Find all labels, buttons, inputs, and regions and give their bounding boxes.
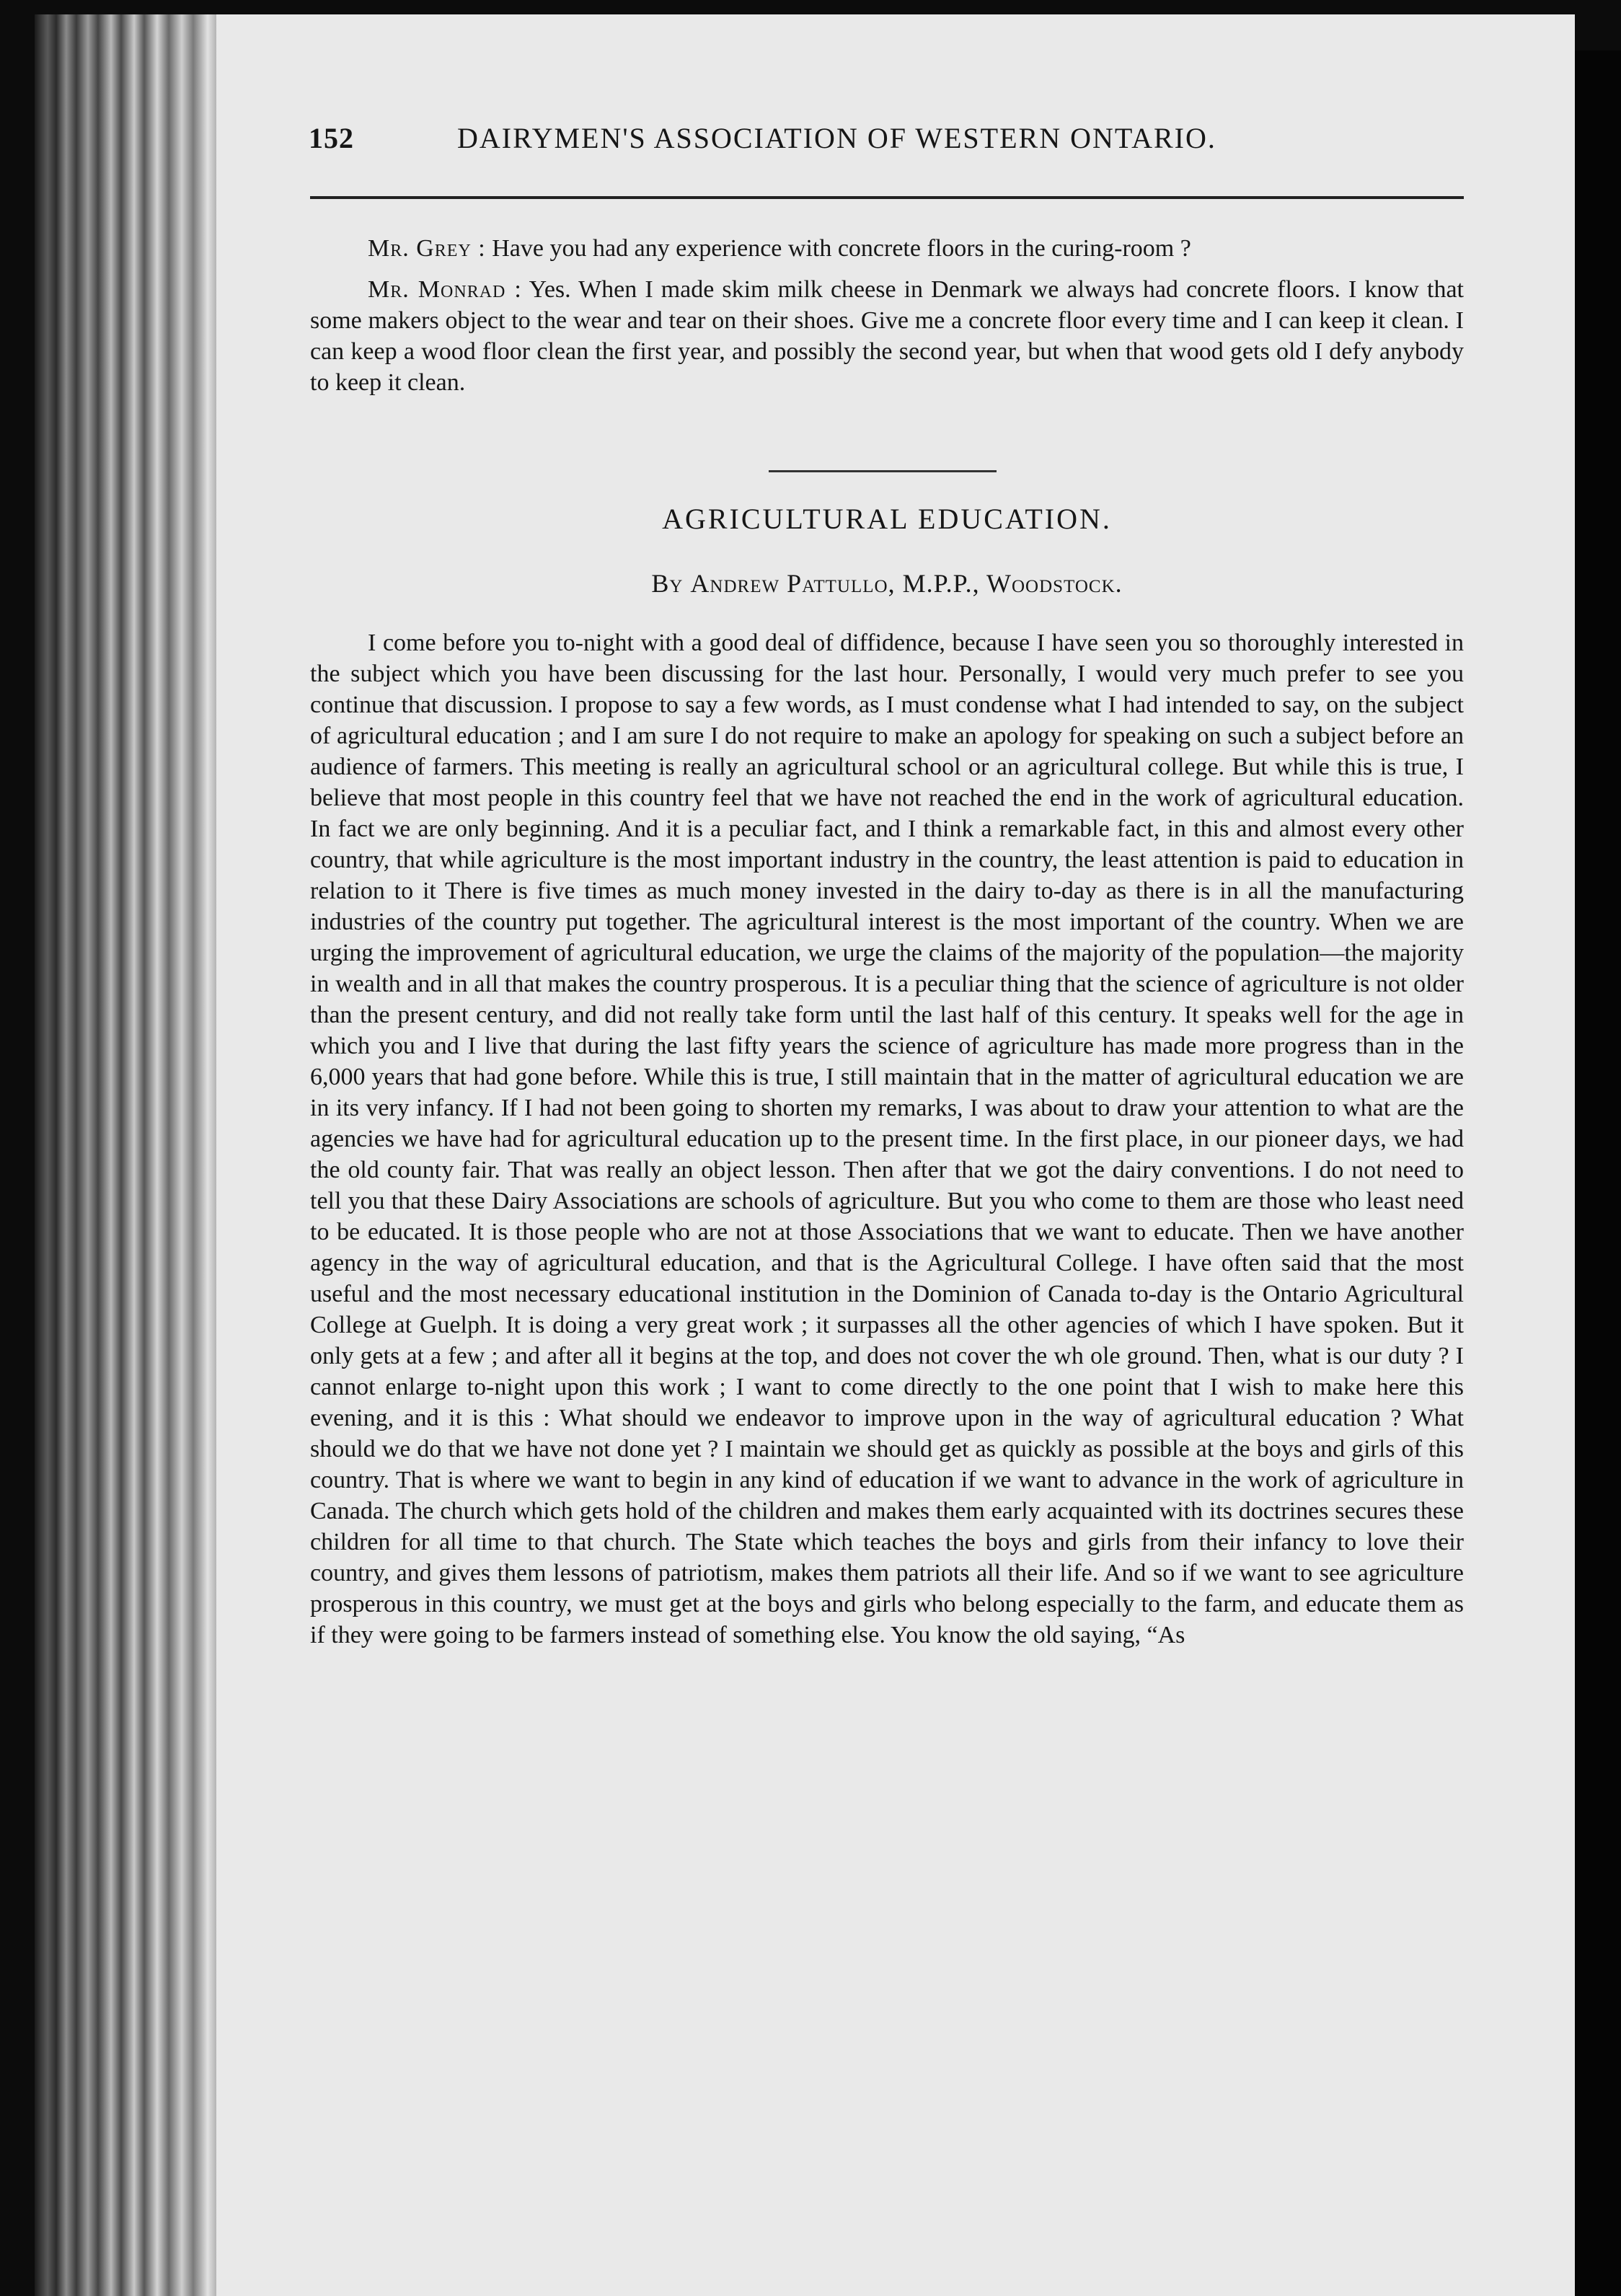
dialogue-paragraph-grey [310,233,1464,264]
header-rule [310,196,1464,199]
speaker-name: Mr. Monrad : [368,276,522,303]
page-number: 152 [309,122,354,154]
section-title: AGRICULTURAL EDUCATION. [662,503,1112,535]
scan-right-edge [1575,50,1621,2296]
running-header [309,121,1462,164]
dialogue-text: Have you had any experience with concrete floors in the curing-room ? [492,235,1191,262]
header-title: DAIRYMEN'S ASSOCIATION OF WESTERN ONTARIO. [457,122,1216,154]
section-divider [769,470,997,472]
byline-prefix: By [651,569,684,598]
byline-author: Andrew Pattullo, M.P.P., Woodstock. [690,569,1123,598]
dialogue-text: Yes. When I made skim milk cheese in Denmark we always had concrete floors. I know that some makers object to the wear and tear on their shoes. Give me a concrete floor every time and I can keep it clean. I can keep a wood floor clean the first year, and possibly the second year, but when that wood gets old I defy anybody to keep it clean. [310,276,1464,396]
byline [310,568,1464,599]
book-binding-gutter [35,14,229,2296]
speaker-name: Mr. Grey : [368,235,486,262]
dialogue-paragraph-monrad [310,274,1464,398]
body-paragraph: I come before you to-night with a good deal of diffidence, because I have seen you so thoroughly interested in the subject which you have been discussing for the last hour. Personally, I would very much prefer to see you continue that discussion. I propose to say a few words, as I must condense what I had intended to say, on the subject of agricultural education ; and I am sure I do not require to make an apology for speaking on such a subject before an audience of farmers. This meeting is really an agricultural school or an agricultural college. But while this is true, I believe that most people in this country feel that we have not reached the end in the work of agricultural education. In fact we are only beginning. And it is a peculiar fact, and I think a remarkable fact, in this and almost every other country, that while agriculture is the most important industry in the country, the least attention is paid to education in relation to it There is five times as much money invested in the dairy to-day as there is in all the manufacturing industries of the country put together. The agricultural interest is the most important of the country. When we are urging the improvement of agricultural education, we urge the claims of the majority of the population—the majority in wealth and in all that makes the country prosperous. It is a peculiar thing that the science of agriculture is not older than the present century, and did not really take form until the last half of this century. It speaks well for the age in which you and I live that during the last fifty years the science of agriculture has made more progress than in the 6,000 years that had gone before. While this is true, I still maintain that in the matter of agricultural education we are in its very infancy. If I had not been going to shorten my remarks, I was about to draw your attention to what are the agencies we have had for agricultural education up to the present time. In the first place, in our pioneer days, we had the old county fair. That was really an object lesson. Then after that we got the dairy conventions. I do not need to tell you that these Dairy Associations are schools of agriculture. But you who come to them are those who least need to be educated. It is those people who are not at those Associations that we want to educate. Then we have another agency in the way of agricultural education, and that is the Agricultural College. I have often said that the most useful and the most necessary educational institution in the Dominion of Canada to-day is the Ontario Agricultural College at Guelph. It is doing a very great work ; it surpasses all the other agencies of which I have spoken. But it only gets at a few ; and after all it begins at the top, and does not cover the wh ole ground. Then, what is our duty ? I cannot enlarge to-night upon this work ; I want to come directly to the one point that I wish to make here this evening, and it is this : What should we endeavor to improve upon in the way of agricultural education ? What should we do that we have not done yet ? I maintain we should get as quickly as possible at the boys and girls of this country. That is where we want to begin in any kind of education if we want to advance in the work of agriculture in Canada. The church which gets hold of the children and makes them early acquainted with its doctrines secures these children for all time to that church. The State which teaches the boys and girls from their infancy to love their country, and gives them lessons of patriotism, makes them patriots all their life. And so if we want to see agriculture prosperous in this country, we must get at the boys and girls who belong especially to the farm, and educate them as if they were going to be farmers instead of something else. You know the old saying, “As [310,630,1464,1648]
